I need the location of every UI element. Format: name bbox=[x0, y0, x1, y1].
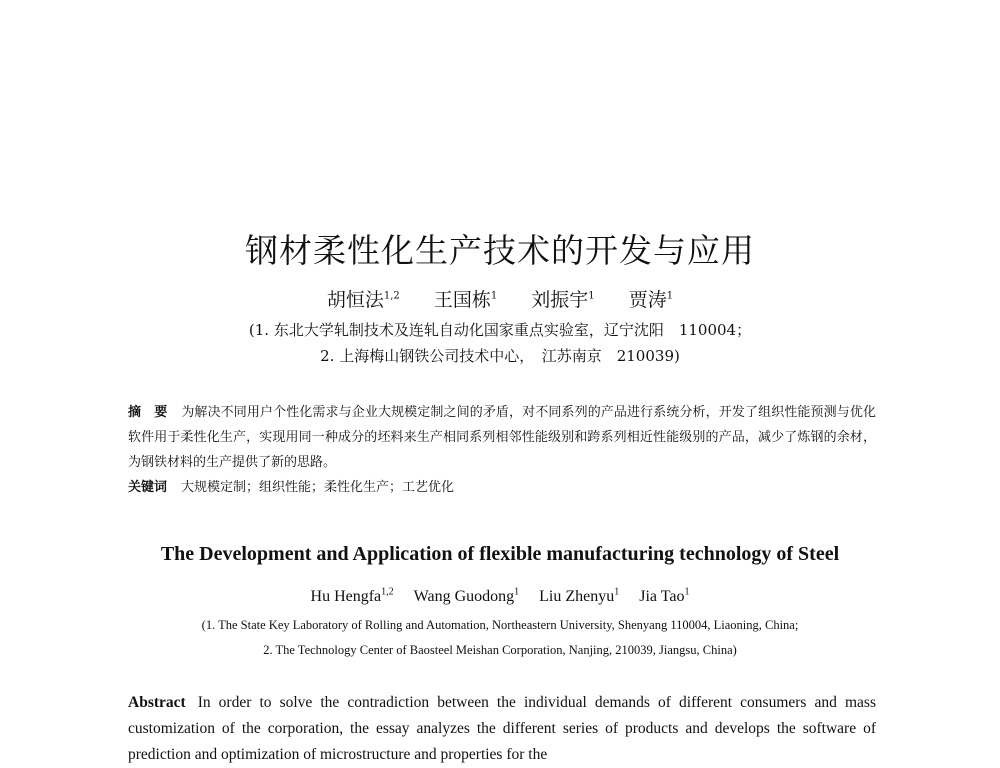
paper-title-cn: 钢材柔性化生产技术的开发与应用 bbox=[245, 231, 755, 271]
author-cn: 贾涛$^1$ bbox=[628, 289, 674, 311]
keywords-cn-text: 大规模定制；组织性能；柔性化生产；工艺优化 bbox=[181, 480, 455, 495]
author-cn: 王国栋$^1$ bbox=[433, 289, 498, 311]
authors-cn bbox=[0, 285, 1000, 312]
author-en: Jia Tao$^1$ bbox=[639, 586, 690, 605]
keywords-cn-label: 关键词 bbox=[128, 480, 168, 495]
affiliation-en-1: (1. The State Key Laboratory of Rolling and Automation, Northeastern University, Shenyang 110004, Liaoning, China; bbox=[201, 618, 799, 632]
abstract-cn-label: 摘 要 bbox=[128, 405, 168, 420]
author-en: Liu Zhenyu$^1$ bbox=[539, 586, 620, 605]
abstract-cn bbox=[128, 400, 876, 475]
affiliation-cn-1: (1. 东北大学轧制技术及连轧自动化国家重点实验室，辽宁沈阳 110004； bbox=[248, 321, 752, 339]
abstract-cn-text: 为解决不同用户个性化需求与企业大规模定制之间的矛盾，对不同系列的产品进行系统分析，开发了组织性能预测与优化软件用于柔性化生产，实现用同一种成分的坯料来生产相同系列相邻性能级别和跨系列相近性能级别的产品，减少了炼钢的余材，为钢铁材料的生产提供了新的思路。 bbox=[128, 405, 876, 470]
author-cn: 胡恒法$^{1,2}$ bbox=[326, 289, 400, 311]
author-en: Wang Guodong$^1$ bbox=[413, 586, 520, 605]
abstract-en bbox=[128, 690, 876, 768]
abstract-en-text: In order to solve the contradiction between the individual demands of different consumers and mass customization of the corporation, the essay analyzes the different series of products and develops the software of prediction and optimization of microstructure and properties for the bbox=[128, 694, 876, 763]
author-cn: 刘振宇$^1$ bbox=[531, 289, 595, 311]
keywords-cn bbox=[128, 476, 876, 495]
affiliation-en-2: 2. The Technology Center of Baosteel Meishan Corporation, Nanjing, 210039, Jiangsu, China) bbox=[263, 643, 737, 657]
authors-en bbox=[0, 588, 1000, 606]
affiliation-cn-2: 2. 上海梅山钢铁公司技术中心， 江苏南京 210039) bbox=[320, 347, 680, 365]
paper-title-en: The Development and Application of flexible manufacturing technology of Steel bbox=[160, 542, 840, 565]
abstract-en-label: Abstract bbox=[128, 694, 186, 711]
author-en: Hu Hengfa$^{1,2}$ bbox=[310, 586, 394, 605]
